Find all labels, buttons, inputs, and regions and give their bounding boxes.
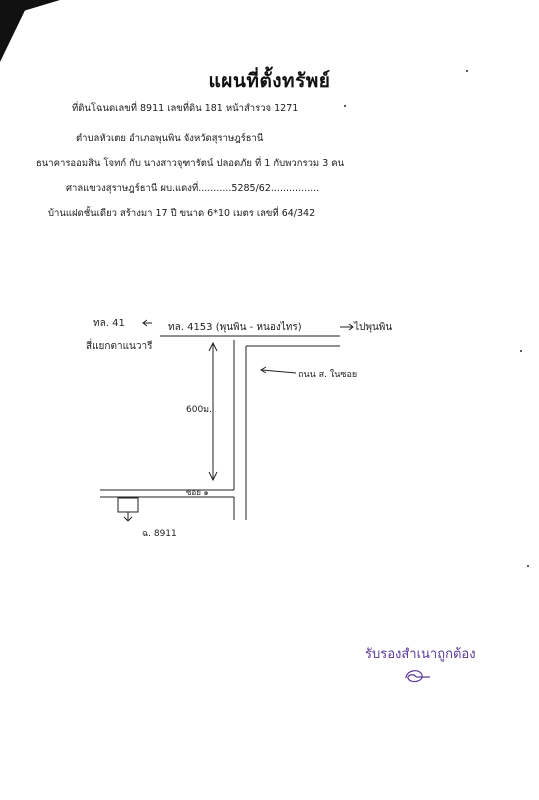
certification-stamp: รับรองสำเนาถูกต้อง bbox=[365, 647, 476, 662]
map-label-lane: ถนน ส. ในซอย bbox=[298, 370, 358, 380]
map-label-plot: ฉ. 8911 bbox=[142, 529, 177, 539]
court-case-line: ศาลแขวงสุราษฎร์ธานี ผบ.แดงที่...........5285/62................ bbox=[66, 183, 320, 194]
property-description-line: บ้านแฝดชั้นเดียว สร้างมา 17 ปี ขนาด 6*10 เมตร เลขที่ 64/342 bbox=[48, 208, 316, 219]
map-label-right: ไปพุนพิน bbox=[354, 322, 393, 333]
deed-info-line: ที่ดินโฉนดเลขที่ 8911 เลขที่ดิน 181 หน้าสำรวจ 1271 bbox=[72, 103, 299, 114]
parties-line: ธนาคารออมสิน โจทก์ กับ นางสาวจุฑารัตน์ ปลอดภัย ที่ 1 กับพวกรวม 3 คน bbox=[36, 158, 345, 169]
map-label-left-sub: สี่แยกตาแนวารี bbox=[86, 341, 153, 352]
map-label-distance: 600ม. bbox=[186, 405, 212, 415]
page-title: แผนที่ตั้งทรัพย์ bbox=[208, 70, 331, 92]
signature-mark bbox=[400, 666, 434, 686]
map-label-soi: ซอย ๑ bbox=[186, 488, 209, 497]
map-label-main-road: ทล. 4153 (พุนพิน - หนองไทร) bbox=[168, 322, 302, 333]
map-label-left-road: ทล. 41 bbox=[93, 318, 125, 329]
plot-box bbox=[118, 498, 138, 512]
location-line: ตำบลหัวเตย อำเภอพุนพิน จังหวัดสุราษฎร์ธานี bbox=[76, 133, 264, 144]
lane-label-arrow bbox=[262, 370, 296, 373]
